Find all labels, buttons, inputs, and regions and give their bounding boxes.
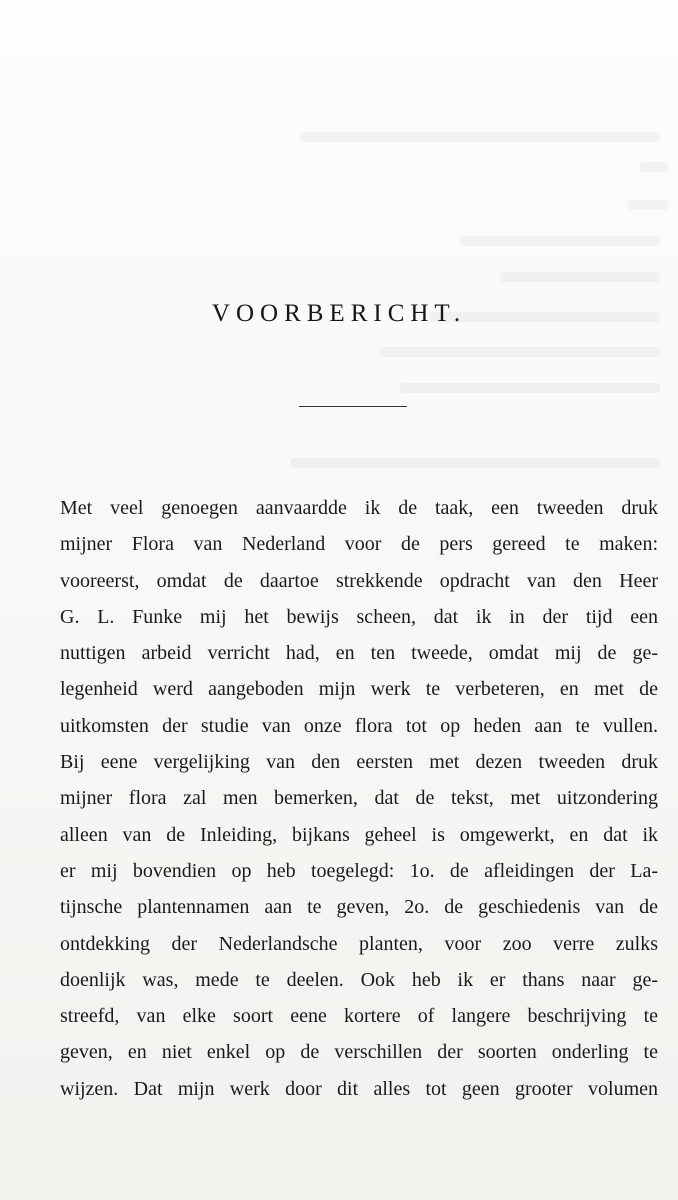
text-line: vooreerst, omdat de daartoe strekkende opdracht van den Heer xyxy=(60,569,658,592)
text-line: ontdekking der Nederlandsche planten, voor zoo verre zulks xyxy=(60,932,658,955)
text-line: nuttigen arbeid verricht had, en ten tweede, omdat mij de ge- xyxy=(60,642,658,665)
text-line: mijner Flora van Nederland voor de pers gereed te maken: xyxy=(60,533,658,556)
text-line: tijnsche plantennamen aan te geven, 2o. de geschiedenis van de xyxy=(60,896,658,919)
title-divider xyxy=(299,406,407,407)
paragraph-2 xyxy=(60,744,658,1107)
text-line: G. L. Funke mij het bewijs scheen, dat ik in der tijd een xyxy=(60,605,658,628)
page-title: VOORBERICHT. xyxy=(211,300,467,327)
text-line: streefd, van elke soort eene kortere of langere beschrijving te xyxy=(60,1005,658,1028)
text-line: Met veel genoegen aanvaardde ik de taak, een tweeden druk xyxy=(60,497,658,519)
text-line: Bij eene vergelijking van den eersten met dezen tweeden druk xyxy=(60,751,658,774)
text-line: doenlijk was, mede te deelen. Ook heb ik er thans naar ge- xyxy=(60,968,658,991)
text-line: alleen van de Inleiding, bijkans geheel is omgewerkt, en dat ik xyxy=(60,823,658,846)
text-line: er mij bovendien op heb toegelegd: 1o. de afleidingen der La- xyxy=(60,859,658,882)
text-line: mijner flora zal men bemerken, dat de tekst, met uitzondering xyxy=(60,787,658,810)
preface-text xyxy=(60,490,658,1107)
text-line: legenheid werd aangeboden mijn werk te verbeteren, en met de xyxy=(60,678,658,701)
text-line: uitkomsten der studie van onze flora tot op heden aan te vullen. xyxy=(60,714,658,737)
text-line: geven, en niet enkel op de verschillen der soorten onderling te xyxy=(60,1041,658,1064)
text-line: wijzen. Dat mijn werk door dit alles tot geen grooter volumen xyxy=(60,1077,658,1100)
paragraph-1 xyxy=(60,490,658,744)
